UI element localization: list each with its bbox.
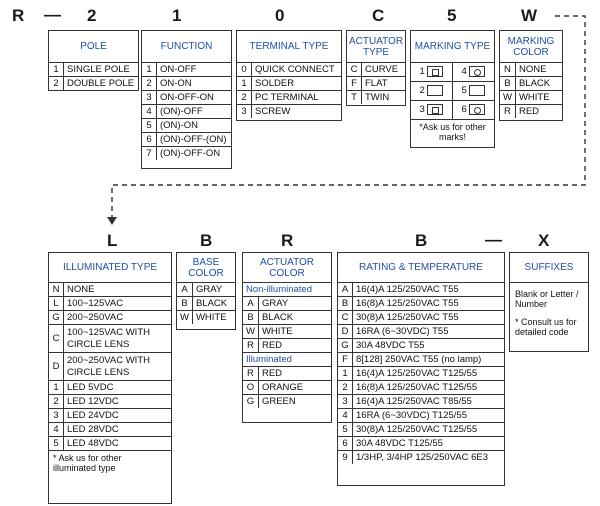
table-row: B BLACK (500, 77, 562, 91)
marking-circle-icon (469, 104, 485, 115)
suffixes-table (509, 252, 589, 352)
table-row: 1 ON-OFF (142, 63, 231, 77)
code-dash: — (44, 5, 61, 24)
table-row: A GRAY (177, 283, 235, 297)
table-row: 2 DOUBLE POLE (49, 77, 138, 91)
table-row: 2 ON-ON (142, 77, 231, 91)
table-row: 7 (ON)-OFF-ON (142, 147, 231, 161)
code-marking-color: W (521, 6, 538, 25)
table-row: 1 LED 5VDC (49, 381, 171, 395)
marking-color-table (499, 30, 563, 121)
table-row: 1 16(4)A 125/250VAC T125/55 (338, 367, 504, 381)
terminal-type-title: TERMINAL TYPE (237, 31, 341, 63)
code-pole: 2 (87, 6, 97, 25)
table-row: 2 16(8)A 125/250VAC T125/55 (338, 381, 504, 395)
table-row: A 16(4)A 125/250VAC T55 (338, 283, 504, 297)
table-row: 4 LED 28VDC (49, 423, 171, 437)
code-actuator-color: R (281, 231, 294, 250)
table-row: 5 30(8)A 125/250VAC T125/55 (338, 423, 504, 437)
table-row: 4 16RA (6~30VDC) T125/55 (338, 409, 504, 423)
marking-type-table (410, 30, 495, 148)
table-row: 2 5 (411, 82, 494, 101)
table-row: R RED (243, 339, 331, 353)
marking-type-note: *Ask us for other marks! (411, 119, 494, 144)
illuminated-type-title: ILLUMINATED TYPE (49, 253, 171, 283)
marking-type-title: MARKING TYPE (411, 31, 494, 63)
table-row: 3 LED 24VDC (49, 409, 171, 423)
table-row: O ORANGE (243, 381, 331, 395)
marking-color-title: MARKING COLOR (500, 31, 562, 63)
table-row: 5 LED 48VDC (49, 437, 171, 451)
suffixes-title: SUFFIXES (510, 253, 588, 283)
code-actuator-type: C (372, 6, 385, 25)
table-row: W WHITE (243, 325, 331, 339)
terminal-type-table (236, 30, 342, 121)
table-row: F 8[128] 250VAC T55 (no lamp) (338, 353, 504, 367)
table-row: 4 (ON)-OFF (142, 105, 231, 119)
pole-table (48, 30, 139, 91)
suffixes-line1: Blank or Letter / Number (515, 289, 579, 309)
table-row: G 200~250VAC (49, 311, 171, 325)
function-table (141, 30, 232, 169)
table-row: B BLACK (177, 297, 235, 311)
function-title: FUNCTION (142, 31, 231, 63)
table-row: R RED (500, 105, 562, 119)
table-row: 9 1/3HP, 3/4HP 125/250VAC 6E3 (338, 451, 504, 465)
actuator-color-title: ACTUATOR COLOR (243, 253, 331, 283)
table-row: B BLACK (243, 311, 331, 325)
pole-title: POLE (49, 31, 138, 63)
table-row: 2 LED 12VDC (49, 395, 171, 409)
code-marking-type: 5 (447, 6, 457, 25)
table-row: C CURVE (347, 63, 405, 77)
actuator-type-table (346, 30, 406, 106)
code-dash-2: — (485, 230, 502, 249)
table-row: B 16(8)A 125/250VAC T55 (338, 297, 504, 311)
actuator-type-title: ACTUATOR TYPE (347, 31, 405, 63)
table-row: 3 16(4)A 125/250VAC T85/55 (338, 395, 504, 409)
table-row: 5 (ON)-ON (142, 119, 231, 133)
table-row: G 30A 48VDC T55 (338, 339, 504, 353)
table-row (243, 353, 331, 367)
table-row: L 100~125VAC (49, 297, 171, 311)
table-row: C 100~125VAC WITH CIRCLE LENS (49, 325, 171, 353)
base-color-title: BASE COLOR (177, 253, 235, 283)
table-row: C 30(8)A 125/250VAC T55 (338, 311, 504, 325)
illuminated-type-table (48, 252, 172, 504)
table-row: 0 QUICK CONNECT (237, 63, 341, 77)
table-row: 1 4 (411, 63, 494, 82)
table-row: 6 30A 48VDC T125/55 (338, 437, 504, 451)
table-row: 3 SCREW (237, 105, 341, 119)
code-illuminated: L (107, 231, 118, 250)
table-row: 3 ON-OFF-ON (142, 91, 231, 105)
table-row: 3 6 (411, 101, 494, 120)
table-row: D 16RA (6~30VDC) T55 (338, 325, 504, 339)
table-row: 2 PC TERMINAL (237, 91, 341, 105)
table-row: W WHITE (500, 91, 562, 105)
code-series: R (12, 6, 25, 25)
code-base-color: B (200, 231, 213, 250)
base-color-table (176, 252, 236, 330)
table-row: W WHITE (177, 311, 235, 325)
code-terminal: 0 (275, 6, 285, 25)
table-row: 6 (ON)-OFF-(ON) (142, 133, 231, 147)
table-row: A GRAY (243, 297, 331, 311)
illuminated-label: Illuminated (243, 353, 331, 367)
table-row: 1 SOLDER (237, 77, 341, 91)
suffixes-line2: * Consult us for detailed code (515, 317, 577, 337)
rating-temperature-table (337, 252, 505, 486)
table-row: R RED (243, 367, 331, 381)
table-row: D 200~250VAC WITH CIRCLE LENS (49, 353, 171, 381)
marking-circle-icon (469, 66, 485, 77)
table-row: N NONE (49, 283, 171, 297)
non-illuminated-label: Non-illuminated (243, 283, 331, 297)
table-row (243, 283, 331, 297)
illuminated-note: * Ask us for other illuminated type (49, 450, 171, 475)
marking-blank-icon (427, 85, 443, 96)
code-function: 1 (172, 6, 182, 25)
table-row: G GREEN (243, 395, 331, 409)
marking-blank-icon (469, 85, 485, 96)
code-rating: B (415, 231, 428, 250)
table-row: T TWIN (347, 91, 405, 105)
marking-square-icon (427, 104, 443, 115)
rating-temperature-title: RATING & TEMPERATURE (338, 253, 504, 283)
marking-square-icon (427, 66, 443, 77)
table-row: F FLAT (347, 77, 405, 91)
table-row: 1 SINGLE POLE (49, 63, 138, 77)
actuator-color-table (242, 252, 332, 423)
code-suffix: X (538, 231, 550, 250)
table-row: N NONE (500, 63, 562, 77)
